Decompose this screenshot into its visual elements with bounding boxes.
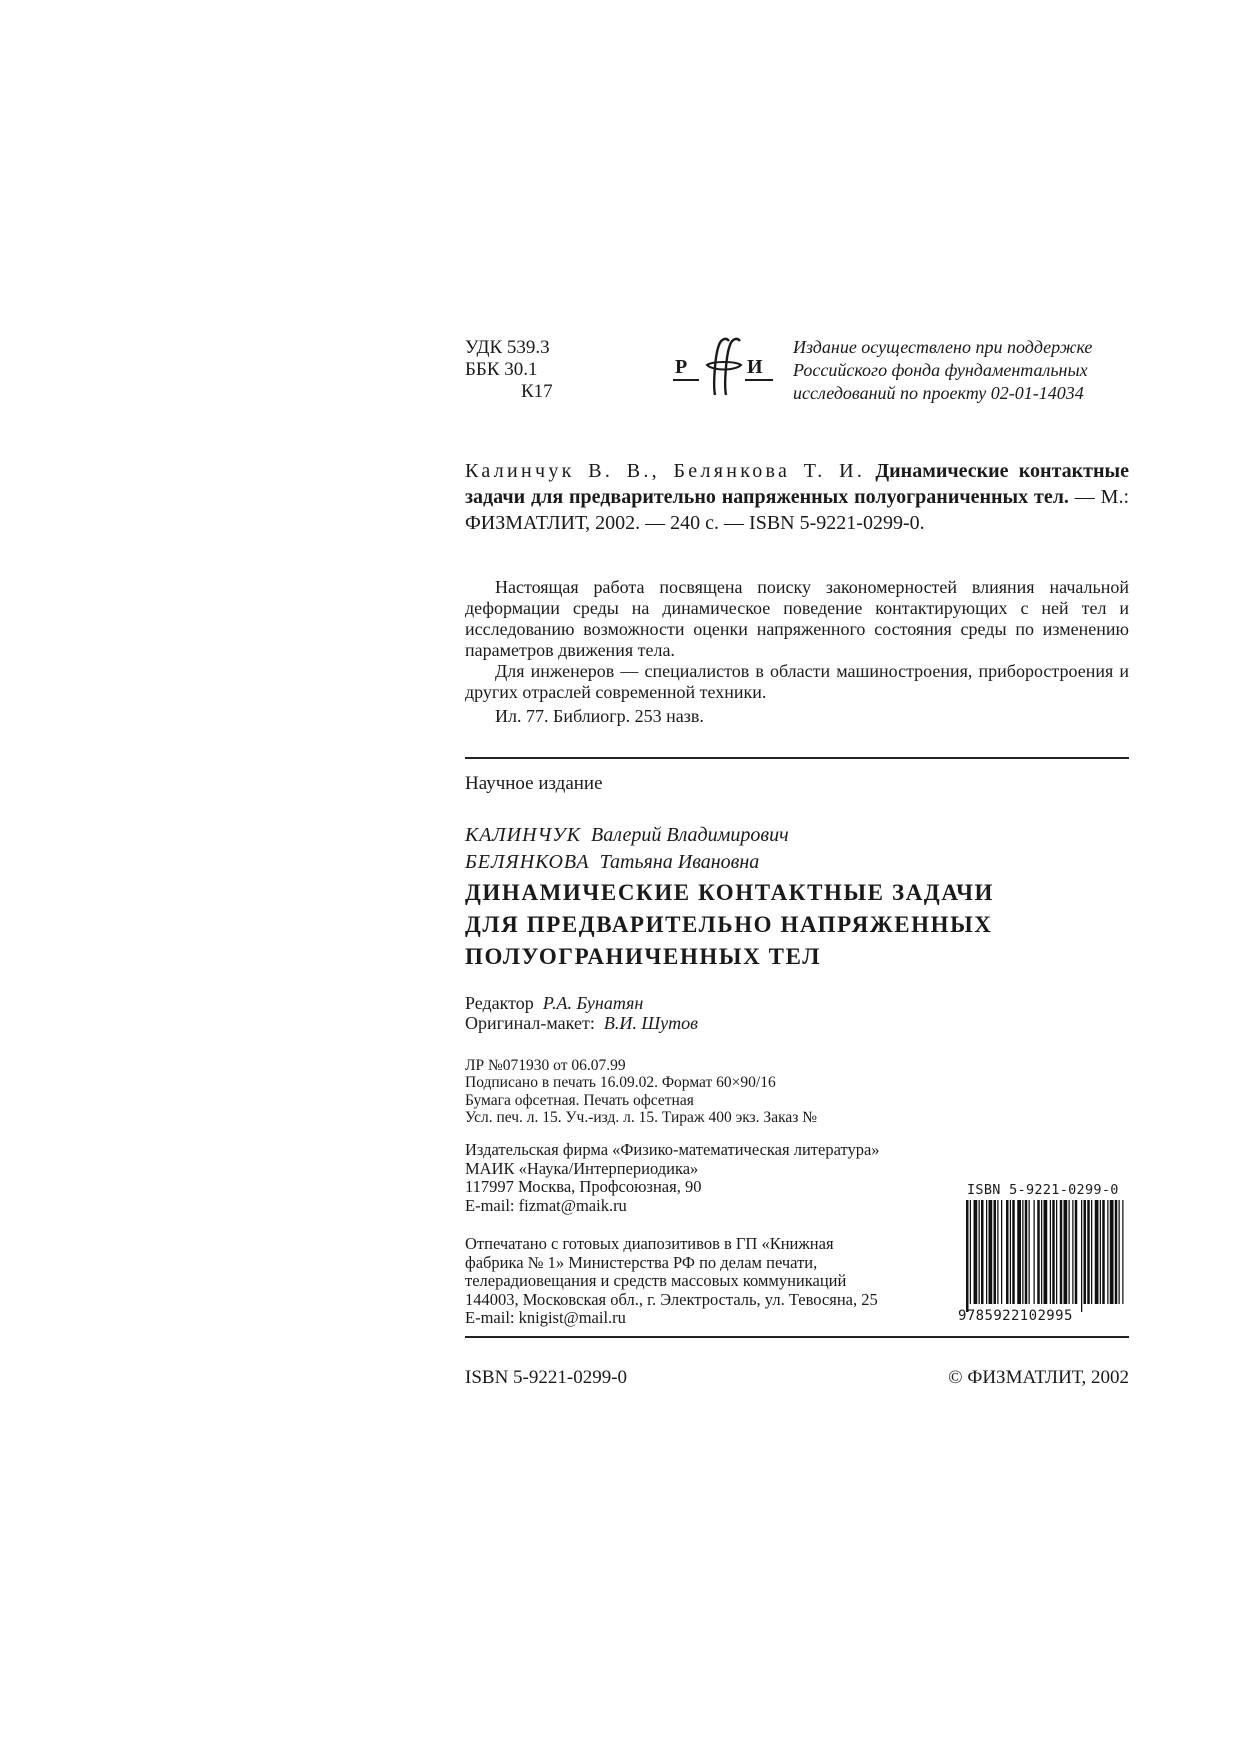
citation-title: Динамические контактные задачи для предварительно напряженных полуограниченных тел. [465,460,1130,508]
barcode-bar [1102,1200,1105,1304]
layout-name: В.И. Шутов [603,1013,698,1033]
author-given-name: Татьяна Ивановна [599,851,760,873]
book-title [465,877,994,973]
barcode-bar [1041,1200,1042,1304]
editor-label: Редактор [465,993,534,1013]
printer-line: фабрика № 1» Министерства РФ по делам печати, [465,1252,818,1272]
editor-credit [465,993,698,1013]
barcode-bar [994,1200,997,1304]
abstract-paragraph: Настоящая работа посвящена поиску закономерностей влияния начальной деформации среды на динамическое поведение контактирующих с ней тел и исследованию возможности оценки напряженного состояния среды по изменению параметров движения тела. [465,577,1129,660]
print-info-line: Бумага офсетная. Печать офсетная [465,1091,694,1109]
barcode-bar [1119,1200,1120,1304]
citation-details: — М.: ФИЗМАТЛИТ, 2002. — 240 с. — ISBN 5-9221-0299-0. [465,486,1129,534]
authors-list [465,822,789,876]
author-surname: БЕЛЯНКОВА [465,851,590,873]
barcode-bar [1025,1200,1028,1304]
printer-info [465,1235,878,1328]
publisher-line: Издательская фирма «Физико-математическая литература» [465,1140,880,1159]
author-surname: КАЛИНЧУК [465,824,582,846]
barcode-bar [1029,1200,1030,1304]
copyright: © ФИЗМАТЛИТ, 2002 [948,1367,1129,1388]
author-given-name: Валерий Владимирович [591,824,789,846]
publisher-email: E-mail: fizmat@maik.ru [465,1195,627,1215]
bibliographic-citation [465,458,1129,536]
barcode-digits: 9785922102995 [958,1308,1073,1324]
barcode-bar [1064,1200,1068,1304]
barcode-bar [1081,1200,1082,1312]
barcode-bar [1091,1200,1092,1304]
barcode-bar [1115,1200,1118,1304]
printer-line: 144003, Московская обл., г. Электросталь, ул. Тевосяна, 25 [465,1289,878,1309]
publisher-line: 117997 Москва, Профсоюзная, 90 [465,1177,702,1196]
rffi-logo [673,335,773,397]
illustrations-note: Ил. 77. Библиогр. 253 назв. [495,706,704,726]
barcode-bar [979,1200,980,1304]
barcode-bar [1037,1200,1040,1304]
barcode-bar [1100,1200,1101,1304]
barcode-bar [1069,1200,1070,1304]
editor-name: Р.А. Бунатян [542,993,644,1013]
footer-isbn: ISBN 5-9221-0299-0 [465,1367,628,1388]
author-mark: К17 [521,381,553,402]
printer-email: E-mail: knigist@mail.ru [465,1308,626,1327]
barcode-bar [970,1200,971,1304]
barcode-bar [1006,1200,1009,1304]
barcode-bar [1012,1200,1015,1304]
barcode-bar [1044,1200,1048,1304]
support-note-line: Издание осуществлено при поддержке [793,337,1093,357]
print-info-line: Усл. печ. л. 15. Уч.-изд. л. 15. Тираж 400 экз. Заказ № [465,1108,818,1126]
printer-line: Отпечатано с готовых диапозитивов в ГП «Книжная [465,1234,834,1253]
barcode-bar [1056,1200,1057,1304]
layout-label: Оригинал-макет: [465,1013,595,1033]
barcode-bar [1022,1200,1023,1304]
book-title-line: ДИНАМИЧЕСКИЕ КОНТАКТНЫЕ ЗАДАЧИ [465,880,995,905]
barcode-isbn-label: ISBN 5-9221-0299-0 [967,1182,1119,1198]
barcode-bar [1095,1200,1099,1304]
citation-authors: Калинчук В. В., Белянкова Т. И. [465,460,866,482]
rffi-logo-left-letter: Р [675,356,688,378]
publisher-info [465,1141,880,1215]
print-info-line: Подписано в печать 16.09.02. Формат 60×90/16 [465,1074,776,1092]
barcode-bar [1001,1200,1002,1304]
audience-paragraph: Для инженеров — специалистов в области машиностроения, приборостроения и других отраслей современной техники. [465,661,1129,702]
barcode-bar [1072,1200,1073,1304]
support-note-line: Российского фонда фундаментальных [793,360,1088,380]
publisher-line: МАИК «Наука/Интерпериодика» [465,1158,699,1178]
barcode [962,1182,1129,1322]
staff-credits [465,993,698,1033]
barcode-bar [1034,1200,1035,1304]
bbk-code: ББК 30.1 [465,359,538,380]
barcode-bar [1052,1200,1055,1304]
udk-code: УДК 539.3 [465,337,550,358]
barcode-bar [989,1200,993,1304]
support-note [793,336,1128,405]
edition-type: Научное издание [465,773,603,794]
author-entry [465,849,789,876]
barcode-bar [1060,1200,1063,1304]
barcode-bar [1122,1200,1123,1304]
barcode-bar [986,1200,987,1304]
support-note-line: исследований по проекту 02-01-14034 [793,383,1084,403]
barcode-bar [1107,1200,1108,1304]
printer-line: телерадиовещания и средств массовых коммуникаций [465,1271,847,1290]
barcode-bar [1075,1200,1078,1304]
barcode-bar [1110,1200,1114,1304]
classification-codes [465,337,553,403]
divider [465,757,1129,759]
print-info-line: ЛР №071930 от 06.07.99 [465,1057,626,1074]
barcode-bar [974,1200,978,1304]
book-title-line: ПОЛУОГРАНИЧЕННЫХ ТЕЛ [465,944,821,969]
book-title-line: ДЛЯ ПРЕДВАРИТЕЛЬНО НАПРЯЖЕННЫХ [465,912,993,937]
barcode-bar [997,1200,998,1304]
rffi-logo-right-letter: И [747,356,763,378]
abstract [465,577,1129,727]
print-info [465,1057,817,1126]
barcode-bar [966,1200,969,1312]
layout-credit [465,1013,698,1033]
barcode-bar [1084,1200,1087,1304]
barcode-bar [1050,1200,1051,1304]
barcode-bar [1017,1200,1021,1304]
author-entry [465,822,789,849]
barcode-bars [966,1200,1124,1312]
barcode-bar [981,1200,984,1304]
barcode-bar [1010,1200,1011,1304]
barcode-bar [1087,1200,1090,1304]
divider [465,1336,1129,1338]
